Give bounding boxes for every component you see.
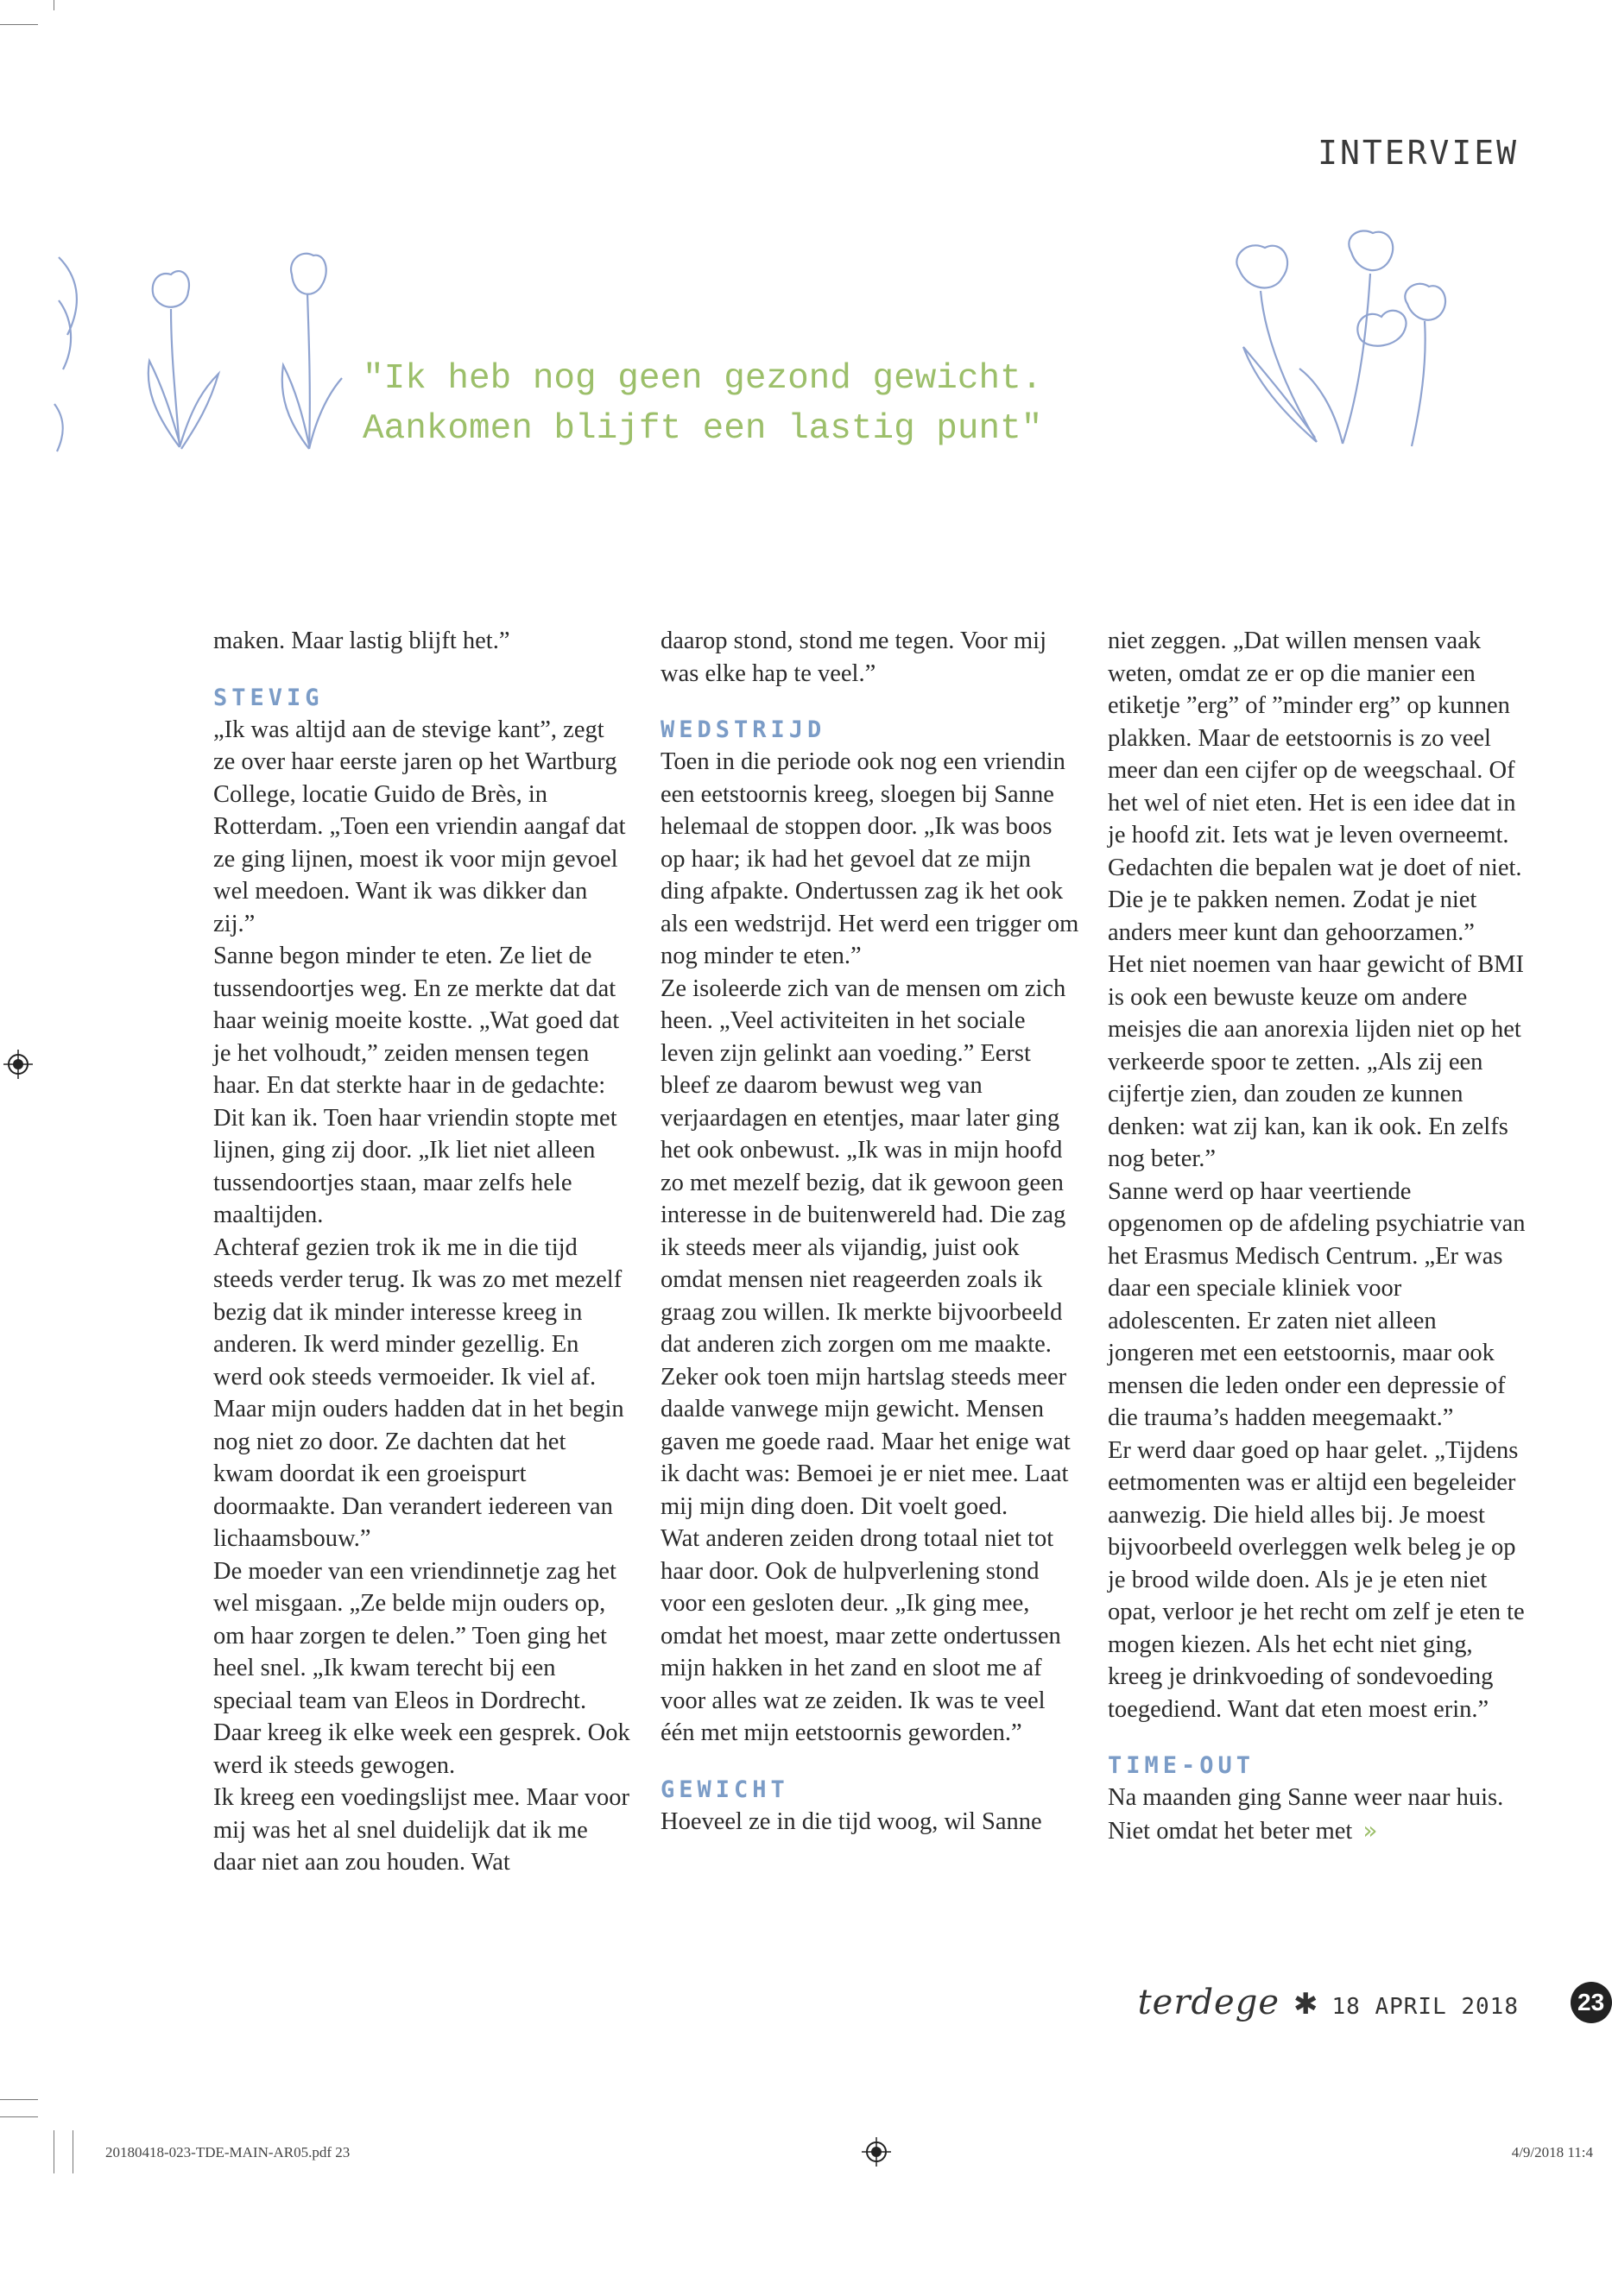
body-paragraph: Ik kreeg een voedingslijst mee. Maar voor mij was het al snel duidelijk dat ik me daar niet aan zou houden. Wat — [213, 1784, 629, 1876]
subheading: STEVIG — [213, 684, 324, 711]
print-slug-file: 20180418-023-TDE-MAIN-AR05.pdf 23 — [105, 2144, 351, 2160]
body-paragraph: daarop stond, stond me tegen. Voor mij was elke hap te veel.” — [661, 628, 1046, 687]
body-paragraph — [1108, 1782, 1527, 1847]
body-paragraph-text: Na maanden ging Sanne weer naar huis. Niet omdat het beter met — [1108, 1784, 1504, 1845]
registration-mark-icon — [3, 1050, 33, 1079]
body-paragraph: Achteraf gezien trok ik me in die tijd steeds verder terug. Ik was zo met mezelf bezig dat ik minder interesse kreeg in anderen. Ik werd minder gezellig. En werd ook steeds vermoeider. Ik viel af. Maar mijn ouders hadden dat in het begin nog niet zo door. Ze dachten dat het kwam doordat ik een groeispurt doormaakte. Dan verandert iedereen van lichaamsbouw.” — [213, 1233, 624, 1552]
body-paragraph: Sanne werd op haar veertiende opgenomen op de afdeling psychiatrie van het Erasmus Medisch Centrum. „Er was daar een speciale kliniek voor adolescenten. Er zaten niet alleen jongeren met een eetstoornis, maar ook mensen die leden onder een depressie of die trauma’s hadden meegemaakt.” — [1108, 1177, 1526, 1431]
footer-brand — [1138, 1983, 1519, 2022]
tulip-illustration-left — [50, 223, 344, 456]
body-paragraph: Wat anderen zeiden drong totaal niet tot haar door. Ook de hulpverlening stond voor een gesloten deur. „Ik ging mee, omdat het moest, maar zette ondertussen mijn hakken in het zand en sloot me af voor alles wat ze zeiden. Ik was te veel één met mijn eetstoornis geworden.” — [661, 1525, 1061, 1746]
crop-mark — [0, 2099, 38, 2100]
body-paragraph: Het niet noemen van haar gewicht of BMI is ook een bewuste keuze om andere meisjes die aan anorexia lijden niet op het verkeerde spoor te zetten. „Als zij een cijfertje zien, dan zouden ze kunnen denken: wat zij kan, kan ik ook. En zelfs nog beter.” — [1108, 951, 1524, 1172]
print-slug-timestamp: 4/9/2018 11:4 — [1511, 2144, 1593, 2160]
crop-mark — [0, 24, 38, 25]
body-paragraph: Toen in die periode ook nog een vriendin een eetstoornis kreeg, sloegen bij Sanne helemaal de stoppen door. „Ik was boos op haar; ik had het gevoel dat ze mijn ding afpakte. Ondertussen zag ik het ook als een wedstrijd. Het werd een trigger om nog minder te eten.” — [661, 748, 1079, 969]
pull-quote: "Ik heb nog geen gezond gewicht. Aankomen blijft een lastig punt" — [363, 359, 1043, 449]
issue-date: 18 APRIL 2018 — [1331, 1994, 1519, 2020]
body-paragraph: maken. Maar lastig blijft het.” — [213, 628, 510, 654]
body-paragraph: De moeder van een vriendinnetje zag het wel misgaan. „Ze belde mijn ouders op, om haar zorgen te delen.” Toen ging het heel snel. „Ik kwam terecht bij een speciaal team van Eleos in Dordrecht. Daar kreeg ik elke week een gesprek. Ook werd ik steeds gewogen. — [213, 1557, 630, 1779]
body-paragraph: Sanne begon minder te eten. Ze liet de tussendoortjes weg. En ze merkte dat dat haar weinig moeite kostte. „Wat goed dat je het volhoudt,” zeiden mensen tegen haar. En dat sterkte haar in de gedachte: Dit kan ik. Toen haar vriendin stopte met lijnen, ging zij door. „Ik liet niet alleen tussendoortjes staan, maar zelfs hele maaltijden. — [213, 943, 620, 1228]
crop-mark — [0, 2116, 38, 2117]
tulip-illustration-right — [1213, 226, 1459, 451]
separator-star-icon: ✱ — [1293, 1987, 1318, 2022]
article-column-1 — [213, 625, 632, 1879]
body-paragraph: Er werd daar goed op haar gelet. „Tijdens eetmomenten was er altijd een begeleider aanwezig. Die hield alles bij. Je moest bijvoorbeeld overleggen welk beleg je op je brood wilde doen. Als je je eten niet opat, verloor je het recht om zelf je eten te mogen kiezen. Als het echt niet ging, kreeg je drinkvoeding of sondevoeding toegediend. Want dat eten moest erin.” — [1108, 1436, 1525, 1723]
body-paragraph: Ze isoleerde zich van de mensen om zich heen. „Veel activiteiten in het sociale leven zijn gelinkt aan voeding.” Eerst bleef ze daarom bewust weg van verjaardagen en etentjes, maar later ging het ook onbewust. „Ik was in mijn hoofd zo met mezelf bezig, dat ik gewoon geen interesse in de buitenwereld had. Die zag ik steeds meer als vijandig, juist ook omdat mensen niet reageerden zoals ik graag zou willen. Ik merkte bijvoorbeeld dat anderen zich zorgen om me maakte. Zeker ook toen mijn hartslag steeds meer daalde vanwege mijn gewicht. Mensen gaven me goede raad. Maar het enige wat ik dacht was: Bemoei je er niet mee. Laat mij mijn ding doen. Dit voelt goed. — [661, 975, 1071, 1520]
body-paragraph: niet zeggen. „Dat willen mensen vaak weten, omdat ze er op die manier een etiketje ”erg” of ”minder erg” op kunnen plakken. Maar de eetstoornis is zo veel meer dan een cijfer op de weegschaal. Of het wel of niet eten. Het is een idee dat in je hoofd zit. Iets wat je leven overneemt. Gedachten die bepalen wat je doet of niet. Die je te pakken nemen. Zodat je niet anders meer kunt dan gehoorzamen.” — [1108, 628, 1522, 946]
section-label: INTERVIEW — [1318, 134, 1519, 172]
body-paragraph: Hoeveel ze in die tijd woog, wil Sanne — [661, 1807, 1042, 1835]
article-column-2 — [661, 625, 1079, 1838]
body-paragraph: „Ik was altijd aan de stevige kant”, zegt ze over haar eerste jaren op het Wartburg College, locatie Guido de Brès, in Rotterdam. „Toen een vriendin aangaf dat ze ging lijnen, moest ik voor mijn gevoel wel meedoen. Want ik was dikker dan zij.” — [213, 716, 626, 937]
subheading: TIME-OUT — [1108, 1752, 1255, 1779]
article-column-3 — [1108, 625, 1527, 1847]
subheading: WEDSTRIJD — [661, 716, 826, 743]
magazine-logo: terdege — [1137, 1983, 1280, 2022]
registration-mark-icon — [862, 2137, 891, 2167]
continue-arrow-icon: » — [1362, 1815, 1378, 1845]
subheading: GEWICHT — [661, 1776, 789, 1803]
page-number: 23 — [1571, 1982, 1612, 2023]
